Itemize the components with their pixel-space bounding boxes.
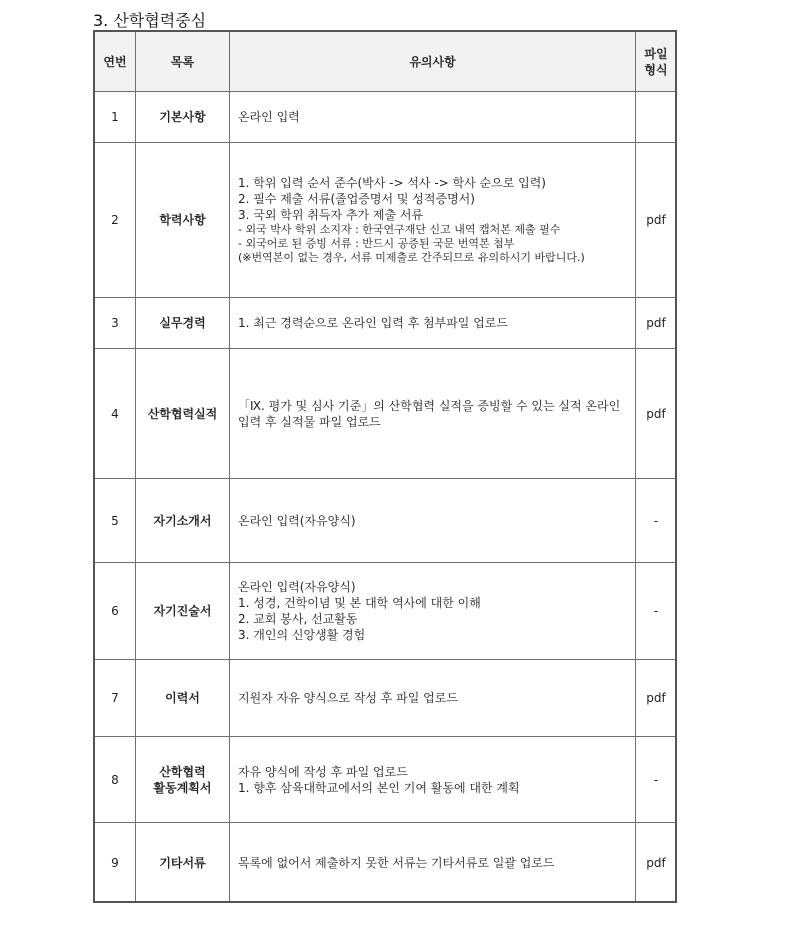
category-line: 기본사항 bbox=[159, 110, 206, 124]
row-file-format: pdf bbox=[636, 823, 677, 903]
note-line: - 외국 박사 학위 소지자 : 한국연구재단 신고 내역 캡처본 제출 필수 bbox=[238, 223, 561, 236]
note-line: 자유 양식에 작성 후 파일 업로드 bbox=[238, 764, 408, 779]
row-file-format: - bbox=[636, 563, 677, 660]
table-row bbox=[95, 349, 677, 479]
row-category bbox=[136, 298, 230, 349]
row-file-format: - bbox=[636, 479, 677, 563]
row-file-format: pdf bbox=[636, 298, 677, 349]
header-format: 파일 형식 bbox=[636, 32, 677, 92]
row-file-format: pdf bbox=[636, 660, 677, 737]
note-line: - 외국어로 된 증빙 서류 : 반드시 공증된 국문 번역본 첨부 bbox=[238, 237, 515, 250]
table-row bbox=[95, 823, 677, 903]
note-line: 온라인 입력(자유양식) bbox=[238, 580, 356, 594]
row-notes bbox=[230, 298, 636, 349]
row-number: 3 bbox=[95, 298, 136, 349]
table-row bbox=[95, 479, 677, 563]
row-number: 2 bbox=[95, 143, 136, 298]
row-category bbox=[136, 563, 230, 660]
row-notes bbox=[230, 660, 636, 737]
row-category bbox=[136, 479, 230, 563]
row-number: 6 bbox=[95, 563, 136, 660]
category-line: 자기소개서 bbox=[153, 513, 212, 528]
note-line: 3. 국외 학위 취득자 추가 제출 서류 bbox=[238, 208, 424, 222]
note-line: 「Ⅸ. 평가 및 심사 기준」의 산학협력 실적을 증빙할 수 있는 실적 온라인 입력 후 실적물 파일 업로드 bbox=[238, 398, 621, 429]
header-category: 목록 bbox=[136, 32, 230, 92]
row-notes bbox=[230, 143, 636, 298]
category-line: 학력사항 bbox=[159, 213, 206, 227]
table-row bbox=[95, 92, 677, 143]
note-line: 1. 최근 경력순으로 온라인 입력 후 첨부파일 업로드 bbox=[238, 316, 508, 330]
row-category bbox=[136, 823, 230, 903]
row-notes bbox=[230, 823, 636, 903]
category-line: 산학협력실적 bbox=[147, 406, 218, 421]
note-line: 1. 학위 입력 순서 준수(박사 -> 석사 -> 학사 순으로 입력) bbox=[238, 176, 546, 190]
category-line: 실무경력 bbox=[159, 316, 206, 330]
row-number: 5 bbox=[95, 479, 136, 563]
note-line: 지원자 자유 양식으로 작성 후 파일 업로드 bbox=[238, 691, 458, 705]
table-row bbox=[95, 143, 677, 298]
row-category bbox=[136, 143, 230, 298]
row-number: 4 bbox=[95, 349, 136, 479]
category-line: 자기진술서 bbox=[153, 604, 212, 618]
note-line: 목록에 없어서 제출하지 못한 서류는 기타서류로 일괄 업로드 bbox=[238, 855, 555, 870]
note-line: 온라인 입력 bbox=[238, 110, 300, 124]
table-header-row bbox=[95, 32, 677, 92]
note-line: 2. 교회 봉사, 선교활동 bbox=[238, 612, 358, 626]
row-file-format: pdf bbox=[636, 349, 677, 479]
document-table bbox=[94, 31, 677, 903]
header-notes: 유의사항 bbox=[230, 32, 636, 92]
category-line: 활동계획서 bbox=[153, 780, 212, 795]
row-notes bbox=[230, 563, 636, 660]
row-file-format: - bbox=[636, 737, 677, 823]
row-category bbox=[136, 660, 230, 737]
section-title: 3. 산학협력중심 bbox=[93, 11, 207, 30]
row-category bbox=[136, 737, 230, 823]
table-row bbox=[95, 298, 677, 349]
row-number: 9 bbox=[95, 823, 136, 903]
category-line: 산학협력 bbox=[159, 764, 206, 779]
table-row bbox=[95, 563, 677, 660]
row-notes bbox=[230, 349, 636, 479]
row-notes bbox=[230, 479, 636, 563]
row-number: 7 bbox=[95, 660, 136, 737]
row-notes bbox=[230, 737, 636, 823]
note-line: 3. 개인의 신앙생활 경험 bbox=[238, 628, 366, 642]
row-notes bbox=[230, 92, 636, 143]
header-no: 연번 bbox=[95, 32, 136, 92]
row-file-format: pdf bbox=[636, 143, 677, 298]
table-row bbox=[95, 660, 677, 737]
row-file-format bbox=[636, 92, 677, 143]
row-category bbox=[136, 92, 230, 143]
note-line: (※번역본이 없는 경우, 서류 미제출로 간주되므로 유의하시기 바랍니다.) bbox=[238, 251, 585, 264]
note-line: 1. 성경, 건학이념 및 본 대학 역사에 대한 이해 bbox=[238, 596, 481, 610]
category-line: 기타서류 bbox=[159, 855, 206, 870]
row-number: 1 bbox=[95, 92, 136, 143]
row-category bbox=[136, 349, 230, 479]
note-line: 2. 필수 제출 서류(졸업증명서 및 성적증명서) bbox=[238, 192, 475, 206]
note-line: 온라인 입력(자유양식) bbox=[238, 513, 356, 528]
table-row bbox=[95, 737, 677, 823]
category-line: 이력서 bbox=[165, 691, 200, 705]
row-number: 8 bbox=[95, 737, 136, 823]
note-line: 1. 향후 삼육대학교에서의 본인 기여 활동에 대한 계획 bbox=[238, 780, 520, 795]
